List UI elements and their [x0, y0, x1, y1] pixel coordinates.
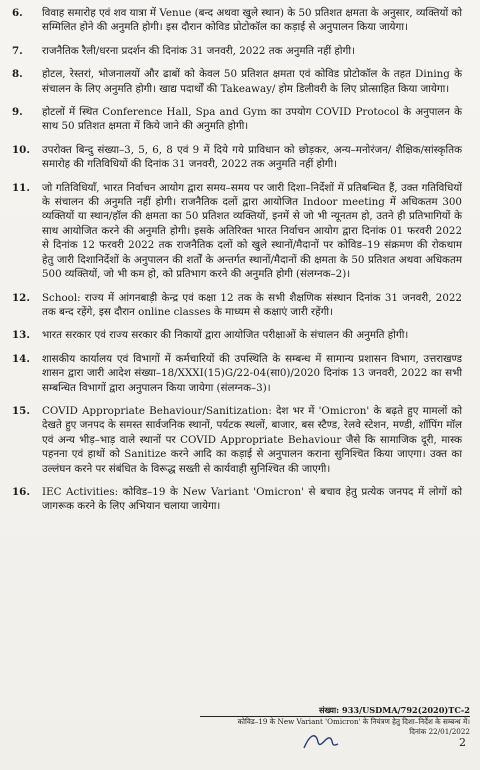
- item-number: 12.: [12, 291, 30, 304]
- item-number: 16.: [12, 485, 30, 498]
- item-number: 6.: [12, 7, 23, 19]
- list-item: [8, 352, 462, 395]
- item-text: विवाह समारोह एवं शव यात्रा में Venue (बन्द अथवा खुले स्थान) के 50 प्रतिशत क्षमता के अनुसार, व्यक्तियों को सम्मिलित होने की अनुमति होगी। इस दौरान कोविड प्रोटोकॉल का कड़ाई से अनुपालन किया जायेगा।: [42, 7, 462, 34]
- item-text: जो गतिविधियाँ, भारत निर्वाचन आयोग द्वारा समय–समय पर जारी दिशा–निर्देशों में प्रतिबन्धित हैं, उक्त गतिविधियों के संचालन की अनुमति नहीं होगी। राजनैतिक दलों द्वारा आयोजित Indoor meeting में अधिकतम 300 व्यक्तियों या स्थान/हॉल की क्षमता का 50 प्रतिशत व्यक्तियों, इनमें से जो भी न्यूनतम हो, उतने ही प्रतिभागियों के साथ आयोजित करने की अनुमति होगी। इसके अतिरिक्त भारत निर्वाचन आयोग द्वारा दिनांक 01 फरवरी 2022 से दिनांक 12 फरवरी 2022 तक राजनैतिक दलों को खुले स्थानों/मैदानों पर कोविड–19 संक्रमण की रोकथाम हेतु जारी दिशानिर्देशों के अनुपालन की शर्तों के अन्तर्गत स्थानों/मैदानों की क्षमता के 50 प्रतिशत अथवा अधिकतम 500 व्यक्तियों, जो भी कम हो, को प्रतिभाग करने की अनुमति होगी (संलग्नक–2)।: [42, 181, 462, 281]
- list-item: [8, 143, 462, 172]
- item-text: राजनैतिक रैली/धरना प्रदर्शन की दिनांक 31 जनवरी, 2022 तक अनुमति नहीं होगी।: [42, 44, 355, 57]
- reference-number: संख्या: 933/USDMA/792(2020)TC-2: [200, 705, 470, 717]
- list-item: [8, 105, 462, 134]
- item-number: 13.: [12, 329, 30, 342]
- document-footer: [200, 705, 470, 737]
- page-number: 2: [459, 736, 466, 749]
- item-text: IEC Activities: कोविड–19 के New Variant 'Omicron' से बचाव हेतु प्रत्येक जनपद में लोगों को जागरूक करने के लिए अभियान चलाया जायेगा।: [42, 485, 462, 513]
- item-text: शासकीय कार्यालय एवं विभागों में कर्मचारियों की उपस्थिति के सम्बन्ध में सामान्य प्रशासन विभाग, उत्तराखण्ड शासन द्वारा जारी आदेश संख्या–18/XXXI(15)G/22-04(सा0)/2020 दिनांक 13 जनवरी, 2022 का सभी सम्बन्धित विभागों द्वारा अनुपालन किया जायेगा (संलग्नक–3)।: [42, 352, 462, 394]
- list-item: [8, 291, 462, 320]
- subject-line: कोविड–19 के New Variant 'Omicron' के नियंत्रण हेतु दिशा–निर्देश के सम्बन्ध में।: [237, 717, 470, 726]
- list-item: [8, 44, 462, 58]
- list-item: [8, 67, 462, 96]
- item-number: 11.: [12, 181, 30, 194]
- item-text: COVID Appropriate Behaviour/Sanitization: देश भर में 'Omicron' के बढ़ते हुए मामलों को देखते हुए जनपद के समस्त सार्वजनिक स्थानों, पर्यटक स्थलों, बाजार, बस स्टैण्ड, रेलवे स्टेशन, मण्डी, शॉपिंग मॉल एवं अन्य भीड़–भाड़ वाले स्थानों पर COVID Appropriate Behaviour जैसे कि सामाजिक दूरी, मास्क पहनना एवं हाथों को Sanitize करने आदि का कड़ाई से अनुपालन कराना सुनिश्चित किया जाएगा। उक्त का उल्लंघन करने पर संबंधित के विरूद्ध सख्ती से कार्यवाही सुनिश्चित की जाएगी।: [42, 404, 462, 475]
- item-text: उपरोक्त बिन्दु संख्या–3, 5, 6, 8 एवं 9 में दिये गये प्राविधान को छोड़कर, अन्य–मनोरंजन/ शैक्षिक/सांस्कृतिक समारोह की गतिविधियों की दिनांक 31 जनवरी, 2022 तक अनुमति नहीं होगी।: [42, 143, 462, 171]
- item-number: 7.: [12, 44, 23, 57]
- list-item: [8, 404, 462, 476]
- item-text: School: राज्य में आंगनबाड़ी केन्द्र एवं कक्षा 12 तक के सभी शैक्षणिक संस्थान दिनांक 31 जनवरी, 2022 तक बन्द रहेंगे, इस दौरान online classes के माध्यम से कक्षाएं जारी रहेंगी।: [42, 291, 462, 318]
- list-item: [8, 6, 462, 35]
- item-number: 14.: [12, 352, 30, 365]
- item-number: 8.: [12, 68, 23, 81]
- list-item: [8, 181, 462, 282]
- document-date: दिनांक 22/01/2022: [409, 727, 470, 736]
- item-number: 10.: [12, 143, 30, 156]
- item-number: 15.: [12, 404, 30, 417]
- item-number: 9.: [12, 106, 23, 119]
- list-item: [8, 328, 462, 342]
- item-text: होटल, रेस्तरां, भोजनालयों और ढाबों को केवल 50 प्रतिशत क्षमता एवं कोविड प्रोटोकॉल के तहत Dining के संचालन के लिए अनुमति होगी। खाद्य पदार्थों की Takeaway/ होम डिलीवरी के लिए प्रोत्साहित किया जायेगा।: [42, 68, 462, 95]
- item-text: भारत सरकार एवं राज्य सरकार की निकायों द्वारा आयोजित परीक्षाओं के संचालन की अनुमति होगी।: [42, 329, 409, 342]
- item-text: होटलों में स्थित Conference Hall, Spa and Gym का उपयोग COVID Protocol के अनुपालन के साथ 50 प्रतिशत क्षमता में किये जाने की अनुमति होगी।: [42, 106, 462, 133]
- list-item: [8, 485, 462, 514]
